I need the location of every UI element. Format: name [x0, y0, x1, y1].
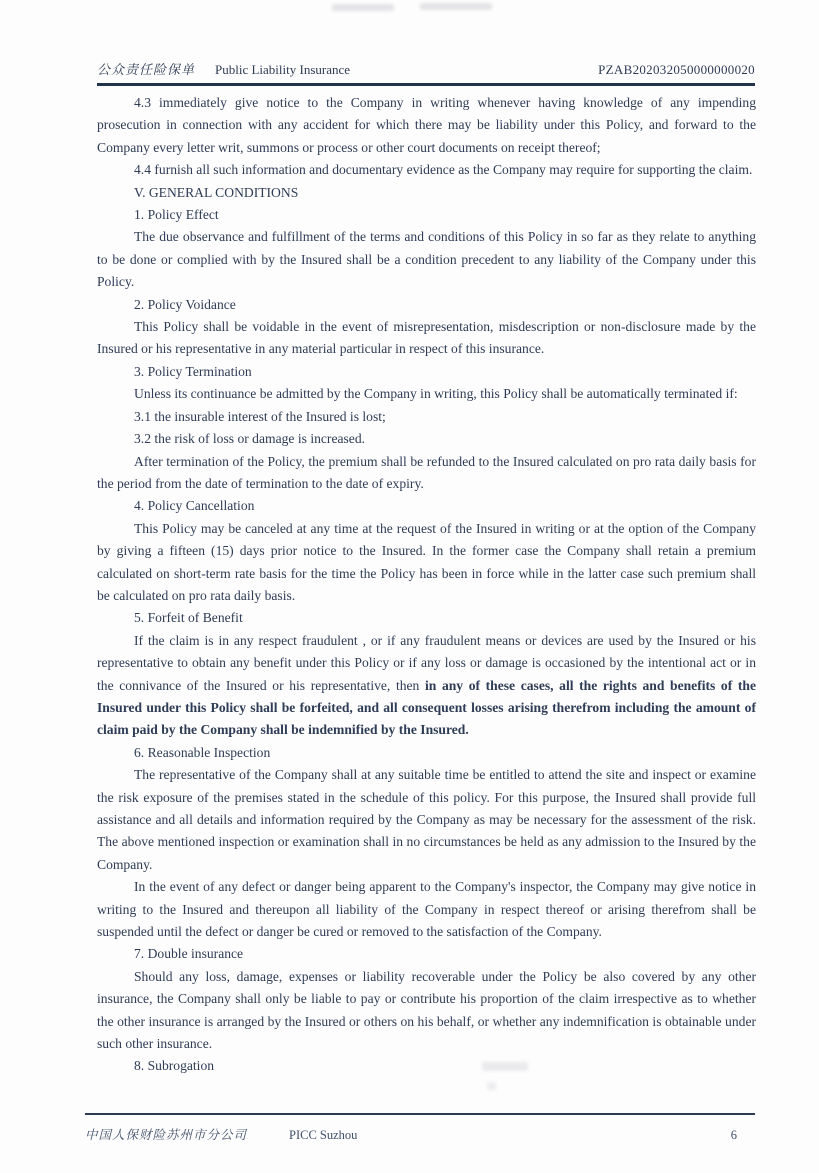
- paragraph-text: Should any loss, damage, expenses or liability recoverable under the Policy be also covered by any other insurance, the Company shall only be liable to pay or contribute his proportion of the claim irrespective as to whether the other insurance is arranged by the Insured or others on his behalf, or whether any indemnification is obtainable under such other insurance.: [97, 968, 756, 1052]
- paragraph: [97, 943, 756, 965]
- paragraph: [97, 428, 756, 450]
- page-number: 6: [730, 1128, 737, 1142]
- paragraph-text: This Policy may be canceled at any time at the request of the Insured in writing or at the option of the Company by giving a fifteen (15) days prior notice to the Insured. In the former case the Company shall retain a premium calculated on short-term rate basis for the time the Policy has been in force while in the latter case such premium shall be calculated on pro rata daily basis.: [97, 520, 756, 603]
- paragraph-text: 5. Forfeit of Benefit: [134, 610, 243, 626]
- paragraph-text: 7. Double insurance: [134, 946, 244, 962]
- paragraph-text: If the claim is in any respect fraudulent , or if any fraudulent means or devices are used by the Insured or his representative to obtain any benefit under this Policy or if any loss or damage is occasioned by the intentional act or in the connivance of the Insured or his representative, then: [97, 632, 756, 693]
- scan-artifact: [420, 3, 492, 10]
- paragraph: [97, 383, 756, 405]
- footer-company-chinese: 中国人保财险苏州市分公司: [85, 1128, 248, 1142]
- paragraph: [97, 92, 756, 159]
- paragraph: [97, 294, 756, 316]
- paragraph: [97, 361, 756, 383]
- paragraph: [97, 764, 756, 876]
- paragraph-text: The representative of the Company shall at any suitable time be entitled to attend the site and inspect or examine the risk exposure of the premises stated in the schedule of this policy. For this purpose, the Insured shall provide full assistance and all details and information required by the Company as may be necessary for the assessment of the risk. The above mentioned inspection or examination shall in no circumstances be held as any admission to the Insured by the Company.: [97, 767, 756, 872]
- paragraph: [97, 451, 756, 496]
- paragraph: [97, 518, 756, 608]
- paragraph: [97, 226, 756, 293]
- paragraph-text: 3.1 the insurable interest of the Insured is lost;: [134, 408, 386, 424]
- paragraph-text: 3. Policy Termination: [134, 363, 252, 379]
- paragraph-text: Unless its continuance be admitted by the Company in writing, this Policy shall be automatically terminated if:: [134, 386, 738, 402]
- paragraph-text: 1. Policy Effect: [134, 207, 219, 223]
- paragraph-text: 4. Policy Cancellation: [134, 498, 255, 514]
- paragraph: [97, 876, 756, 943]
- paragraph: [97, 1055, 756, 1077]
- paragraph: [97, 159, 756, 181]
- paragraph: [97, 316, 756, 361]
- paragraph: [97, 182, 756, 204]
- paragraph: [97, 607, 756, 629]
- paragraph-text: V. GENERAL CONDITIONS: [134, 184, 299, 200]
- paragraph-text: 3.2 the risk of loss or damage is increased.: [134, 431, 366, 447]
- paragraph: [97, 406, 756, 428]
- header-title-chinese: 公众责任险保单: [97, 62, 196, 77]
- paragraph-text: 4.4 furnish all such information and documentary evidence as the Company may require for supporting the claim.: [134, 162, 753, 178]
- paragraph: [97, 742, 756, 764]
- page-footer: [85, 1113, 755, 1143]
- paragraph: [97, 966, 756, 1056]
- paragraph-text: 4.3 immediately give notice to the Company in writing whenever having knowledge of any impending prosecution in connection with any accident for which there may be liability under this Policy, and forward to the Company every letter writ, summons or process or other court documents on receipt thereof;: [97, 95, 756, 155]
- paragraph: [97, 495, 756, 517]
- paragraph: [97, 630, 756, 742]
- paragraph-text: In the event of any defect or danger being apparent to the Company's inspector, the Company may give notice in writing to the Insured and thereupon all liability of the Company in respect thereof or arising therefrom shall be suspended until the defect or danger be cured or removed to the satisfaction of the Company.: [97, 879, 756, 940]
- scan-artifact: [487, 1082, 496, 1090]
- document-body: [97, 92, 756, 1078]
- paragraph-text: 2. Policy Voidance: [134, 296, 236, 312]
- paragraph-text: After termination of the Policy, the premium shall be refunded to the Insured calculated on pro rata daily basis for the period from the date of termination to the date of expiry.: [97, 453, 756, 491]
- footer-company-english: PICC Suzhou: [289, 1128, 358, 1142]
- scan-artifact: [332, 4, 394, 11]
- page-header: [97, 59, 755, 86]
- paragraph-text: This Policy shall be voidable in the event of misrepresentation, misdescription or non-disclosure made by the Insured or his representative in any material particular in respect of this insurance.: [97, 319, 756, 357]
- paragraph: [97, 204, 756, 226]
- paragraph-text: The due observance and fulfillment of the terms and conditions of this Policy in so far as they relate to anything to be done or complied with by the Insured shall be a condition precedent to any liability of the Company under this Policy.: [97, 229, 756, 290]
- paragraph-text-bold: in any of these cases, all the rights and benefits of the Insured under this Policy shall be forfeited, and all consequent losses arising therefrom including the amount of claim paid by the Company shall be indemnified by the Insured.: [97, 677, 756, 738]
- policy-number: PZAB202032050000000020: [598, 62, 755, 77]
- paragraph-text: 6. Reasonable Inspection: [134, 744, 271, 760]
- header-title-english: Public Liability Insurance: [215, 62, 351, 77]
- paragraph-text: 8. Subrogation: [134, 1058, 215, 1074]
